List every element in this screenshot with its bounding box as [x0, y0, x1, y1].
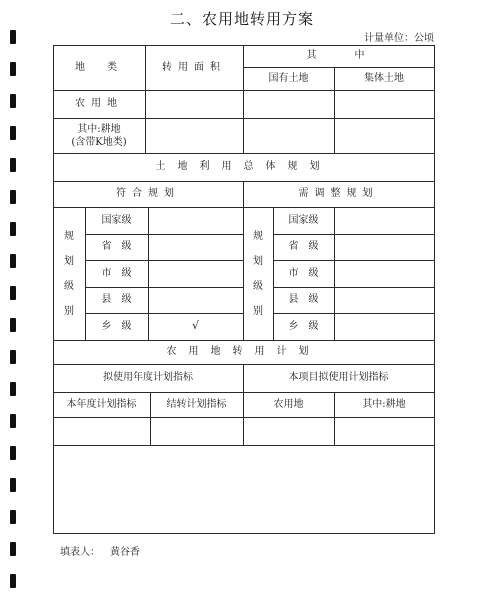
filler-line [60, 543, 140, 558]
binding-mark [10, 158, 16, 172]
side-label-char: 级 [64, 281, 74, 292]
level-province-right: 省 级 [288, 241, 319, 252]
conversion-proposed-annual: 拟使用年度计划指标 [103, 372, 193, 383]
level-national-left: 国家级 [101, 215, 132, 226]
conversion-of-which-cultivated: 其中:耕地 [362, 399, 406, 410]
filler-label: 填表人： [60, 547, 100, 558]
planning-compliant: 符合规划 [116, 188, 180, 199]
level-county-right: 县 级 [288, 294, 319, 305]
level-township-right: 乡 级 [288, 321, 319, 332]
binding-mark [10, 254, 16, 268]
binding-mark [10, 382, 16, 396]
header-land-type: 地 类 [75, 62, 123, 73]
level-national-right: 国家级 [288, 215, 319, 226]
header-transfer-area: 转用面积 [162, 62, 226, 73]
row-including-k: (含带K地类) [71, 137, 127, 148]
side-label-char: 别 [64, 306, 74, 317]
level-township-left: 乡 级 [101, 321, 132, 332]
binding-mark [10, 318, 16, 332]
side-label-char: 规 [253, 231, 263, 242]
level-province-left: 省 级 [101, 241, 132, 252]
binding-mark [10, 478, 16, 492]
side-label-char: 划 [64, 256, 74, 267]
level-county-left: 县 级 [101, 294, 132, 305]
binding-mark [10, 94, 16, 108]
binding-mark [10, 350, 16, 364]
unit-label: 计量单位：公顷 [364, 33, 434, 44]
binding-mark [10, 510, 16, 524]
binding-mark [10, 190, 16, 204]
planning-needs-adjustment: 需调整规划 [298, 188, 379, 199]
conversion-carry-over: 结转计划指标 [166, 399, 227, 410]
planning-section-title: 土地利用总体规划 [155, 161, 332, 172]
level-city-left: 市 级 [101, 268, 132, 279]
header-of-which: 其 中 [306, 50, 371, 61]
binding-mark [10, 222, 16, 236]
side-label-char: 规 [64, 231, 74, 242]
row-of-which-cultivated: 其中:耕地 [77, 124, 121, 135]
row-agricultural-land: 农用地 [75, 98, 123, 109]
binding-mark [10, 574, 16, 588]
side-label-char: 划 [253, 256, 263, 267]
header-collective-land: 集体土地 [364, 73, 404, 84]
page-title: 二、农用地转用方案 [169, 10, 314, 28]
binding-mark [10, 542, 16, 556]
level-city-right: 市 级 [288, 268, 319, 279]
conversion-section-title: 农用地转用计划 [166, 346, 321, 357]
binding-mark [10, 62, 16, 76]
conversion-project-proposed: 本项目拟使用计划指标 [288, 372, 389, 383]
header-state-land: 国有土地 [268, 73, 309, 84]
binding-mark [10, 446, 16, 460]
binding-mark [10, 414, 16, 428]
conversion-this-year: 本年度计划指标 [66, 399, 137, 410]
binding-mark [10, 126, 16, 140]
filler-name: 黄谷香 [110, 547, 140, 558]
conversion-agricultural: 农用地 [273, 399, 304, 410]
binding-mark [10, 286, 16, 300]
side-label-char: 别 [253, 306, 263, 317]
binding-mark [10, 30, 16, 44]
side-label-char: 级 [253, 281, 263, 292]
township-checkmark: √ [191, 319, 199, 332]
